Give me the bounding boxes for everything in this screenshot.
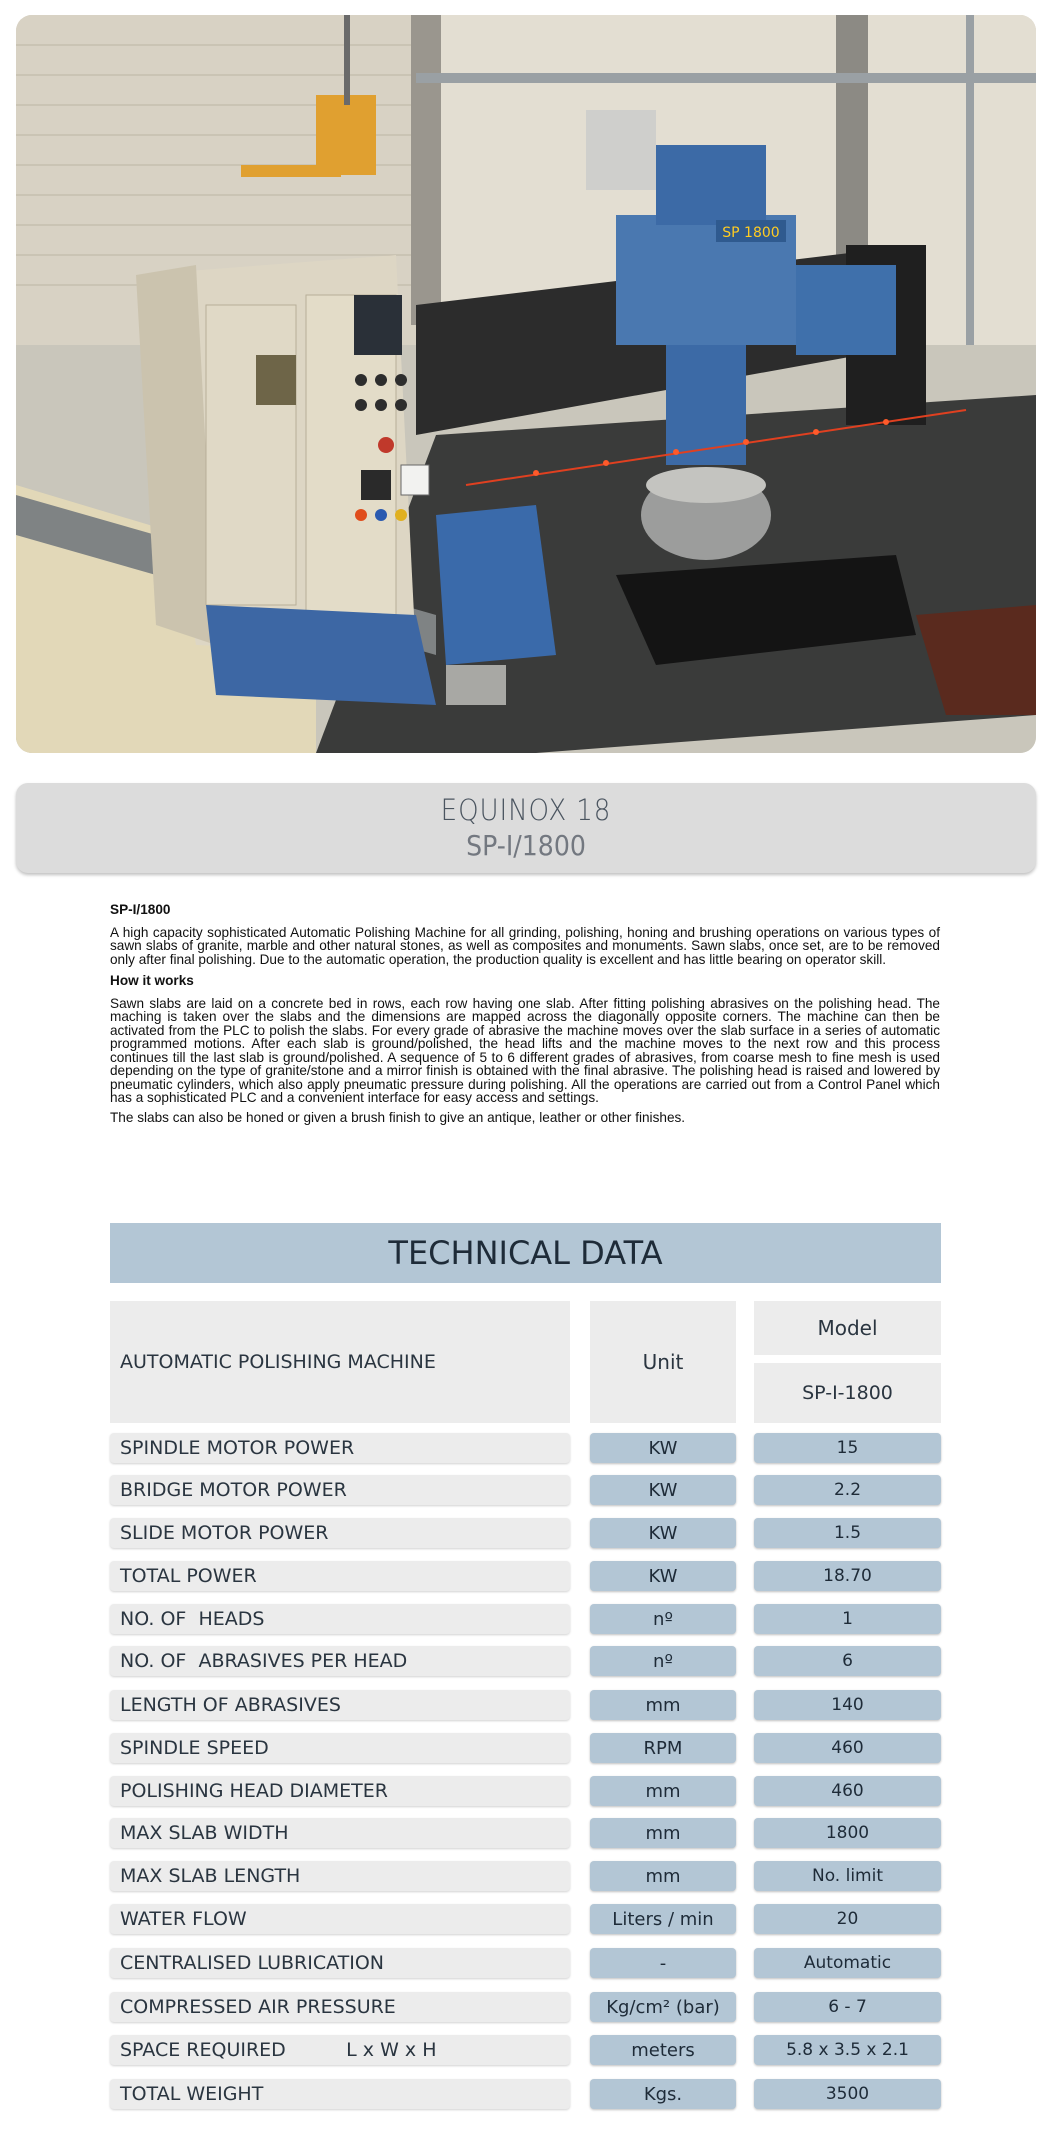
spec-table-model-name: SP-I-1800 [754,1363,941,1423]
spec-unit: nº [590,1646,736,1676]
spec-label: COMPRESSED AIR PRESSURE [110,1992,570,2022]
spec-value: 1.5 [754,1518,941,1548]
spec-value: 6 [754,1646,941,1676]
spec-table-label-header: AUTOMATIC POLISHING MACHINE [110,1301,570,1423]
technical-data-header: TECHNICAL DATA [110,1223,941,1283]
description-closing: The slabs can also be honed or given a brush finish to give an antique, leather or other finishes. [110,1109,686,1125]
spec-row [0,1860,1053,1892]
spec-value: 15 [754,1433,941,1463]
spec-unit: Liters / min [590,1904,736,1934]
product-model-title: SP-I/1800 [466,829,586,862]
product-series-title: EQUINOX 18 [440,793,612,827]
spec-label: TOTAL POWER [110,1561,570,1591]
spec-row [0,2034,1053,2066]
spec-value: 18.70 [754,1561,941,1591]
spec-row [0,1732,1053,1764]
product-title-band [16,783,1036,873]
spec-unit: mm [590,1776,736,1806]
spec-value: No. limit [754,1861,941,1891]
spec-unit: RPM [590,1733,736,1763]
spec-row [0,1947,1053,1979]
spec-row [0,1689,1053,1721]
spec-value: 5.8 x 3.5 x 2.1 [754,2035,941,2065]
spec-label: CENTRALISED LUBRICATION [110,1948,570,1978]
how-it-works-heading: How it works [110,973,194,988]
how-it-works-text: Sawn slabs are laid on a concrete bed in rows, each row having one slab. After fitting polishing abrasives on the polishing head. The maching is taken over the slabs and the dimensions are mapped across the diagonally opposite corners. The machine can then be activated from the PLC to polish the slabs. For every grade of abrasive the machine moves over the slab surface in a series of automatic programmed motions. After each slab is ground/polished, the head lifts and the machine moves to the next row and this process continues till the last slab is ground/polished. A sequence of 5 to 6 different grades of abrasives, from coarse mesh to fine mesh is used depending on the type of granite/stone and a mirror finish is obtained with the final abrasive. The polishing head is raised and lowered by pneumatic cylinders, which also apply pneumatic pressure during polishing. All the operations are carried out from a Control Panel which has a sophisticated PLC and a convenient interface for easy access and settings. [110,995,940,1105]
spec-unit: mm [590,1690,736,1720]
product-description [110,903,940,1130]
spec-unit: KW [590,1518,736,1548]
spec-row [0,1903,1053,1935]
spec-row [0,1603,1053,1635]
spec-label: BRIDGE MOTOR POWER [110,1475,570,1505]
spec-row [0,1517,1053,1549]
spec-value: 2.2 [754,1475,941,1505]
spec-value: 6 - 7 [754,1992,941,2022]
spec-row [0,1817,1053,1849]
spec-row [0,2078,1053,2110]
spec-row [0,1432,1053,1464]
spec-unit: nº [590,1604,736,1634]
spec-value: 460 [754,1776,941,1806]
spec-unit: KW [590,1433,736,1463]
spec-unit: Kgs. [590,2079,736,2109]
spec-value: 1 [754,1604,941,1634]
spec-value: Automatic [754,1948,941,1978]
spec-label: SPINDLE SPEED [110,1733,570,1763]
spec-unit: KW [590,1561,736,1591]
spec-label: SPACE REQUIRED L x W x H [110,2035,570,2065]
machine-label: SP 1800 [722,225,780,241]
spec-row [0,1474,1053,1506]
spec-unit: KW [590,1475,736,1505]
spec-label: WATER FLOW [110,1904,570,1934]
spec-label: NO. OF HEADS [110,1604,570,1634]
spec-unit: mm [590,1818,736,1848]
spec-unit: - [590,1948,736,1978]
spec-value: 140 [754,1690,941,1720]
spec-label: POLISHING HEAD DIAMETER [110,1776,570,1806]
spec-label: SLIDE MOTOR POWER [110,1518,570,1548]
hero-photo [16,15,1036,753]
spec-label: SPINDLE MOTOR POWER [110,1433,570,1463]
spec-label: MAX SLAB LENGTH [110,1861,570,1891]
spec-value: 460 [754,1733,941,1763]
spec-row [0,1775,1053,1807]
spec-table-unit-header: Unit [590,1301,736,1423]
spec-value: 3500 [754,2079,941,2109]
spec-row [0,1991,1053,2023]
description-intro: A high capacity sophisticated Automatic Polishing Machine for all grinding, polishing, honing and brushing operations on various types of sawn slabs of granite, marble and other natural stones, as well as composites and monuments. Sawn slabs, once set, are to be removed only after final polishing. Due to the automatic operation, the production quality is excellent and has little bearing on operator skill. [110,924,940,967]
spec-label: TOTAL WEIGHT [110,2079,570,2109]
machine-illustration [16,15,1036,753]
spec-label: MAX SLAB WIDTH [110,1818,570,1848]
description-heading: SP-I/1800 [110,902,171,917]
spec-row [0,1645,1053,1677]
spec-label: NO. OF ABRASIVES PER HEAD [110,1646,570,1676]
spec-value: 1800 [754,1818,941,1848]
spec-row [0,1560,1053,1592]
spec-unit: Kg/cm² (bar) [590,1992,736,2022]
spec-value: 20 [754,1904,941,1934]
spec-unit: meters [590,2035,736,2065]
spec-unit: mm [590,1861,736,1891]
spec-table-model-header: Model [754,1301,941,1355]
spec-label: LENGTH OF ABRASIVES [110,1690,570,1720]
